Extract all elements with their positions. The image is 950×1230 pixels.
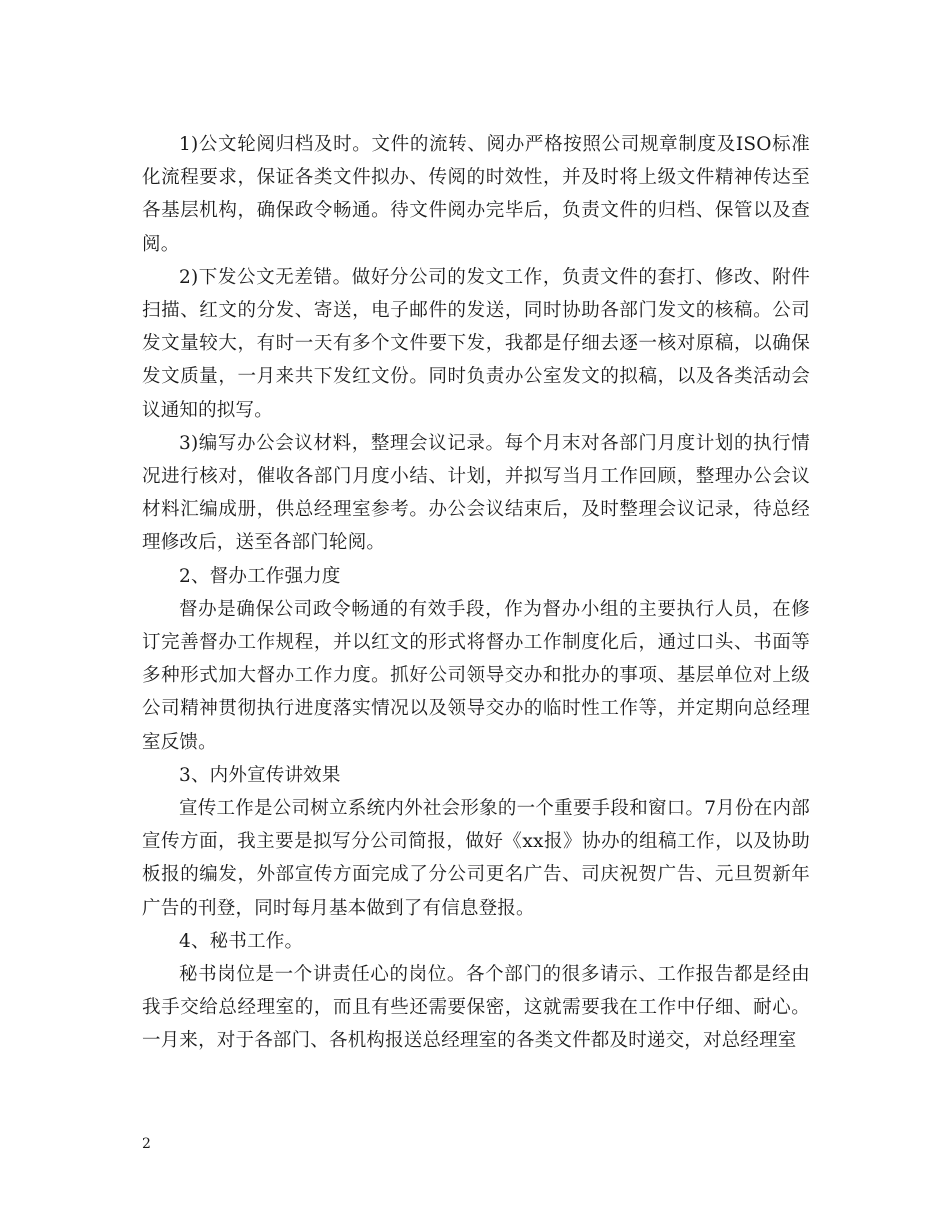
paragraph-supervision: 督办是确保公司政令畅通的有效手段，作为督办小组的主要执行人员，在修订完善督办工作规程，并以红文的形式将督办工作制度化后，通过口头、书面等多种形式加大督办工作力度。抓好公司领导交办和批办的事项、基层单位对上级公司精神贯彻执行进度落实情况以及领导交办的临时性工作等，并定期向总经理室反馈。	[142, 598, 810, 753]
section-heading-publicity: 3、内外宣传讲效果	[179, 764, 341, 786]
paragraph-meeting-materials: 3)编写办公会议材料，整理会议记录。每个月末对各部门月度计划的执行情况进行核对，催收各部门月度小结、计划，并拟写当月工作回顾，整理办公会议材料汇编成册，供总经理室参考。办公会议结束后，及时整理会议记录，待总经理修改后，送至各部门轮阅。	[142, 432, 810, 554]
section-heading-supervision: 2、督办工作强力度	[179, 565, 341, 587]
document-body	[142, 128, 810, 1058]
paragraph-secretary: 秘书岗位是一个讲责任心的岗位。各个部门的很多请示、工作报告都是经由我手交给总经理室的，而且有些还需要保密，这就需要我在工作中仔细、耐心。一月来，对于各部门、各机构报送总经理室的各类文件都及时递交，对总经理室	[142, 964, 810, 1052]
section-heading-secretary: 4、秘书工作。	[179, 930, 304, 952]
paragraph-issuing: 2)下发公文无差错。做好分公司的发文工作，负责文件的套打、修改、附件扫描、红文的分发、寄送，电子邮件的发送，同时协助各部门发文的核稿。公司发文量较大，有时一天有多个文件要下发，我都是仔细去逐一核对原稿，以确保发文质量，一月来共下发红文份。同时负责办公室发文的拟稿，以及各类活动会议通知的拟写。	[142, 266, 810, 421]
paragraph-publicity: 宣传工作是公司树立系统内外社会形象的一个重要手段和窗口。7月份在内部宣传方面，我主要是拟写分公司简报，做好《xx报》协办的组稿工作，以及协助板报的编发，外部宣传方面完成了分公司更名广告、司庆祝贺广告、元旦贺新年广告的刊登，同时每月基本做到了有信息登报。	[142, 798, 810, 919]
page-number: 2	[142, 1136, 151, 1152]
paragraph-archiving: 1)公文轮阅归档及时。文件的流转、阅办严格按照公司规章制度及ISO标准化流程要求，保证各类文件拟办、传阅的时效性，并及时将上级文件精神传达至各基层机构，确保政令畅通。待文件阅办完毕后，负责文件的归档、保管以及查阅。	[142, 134, 810, 255]
